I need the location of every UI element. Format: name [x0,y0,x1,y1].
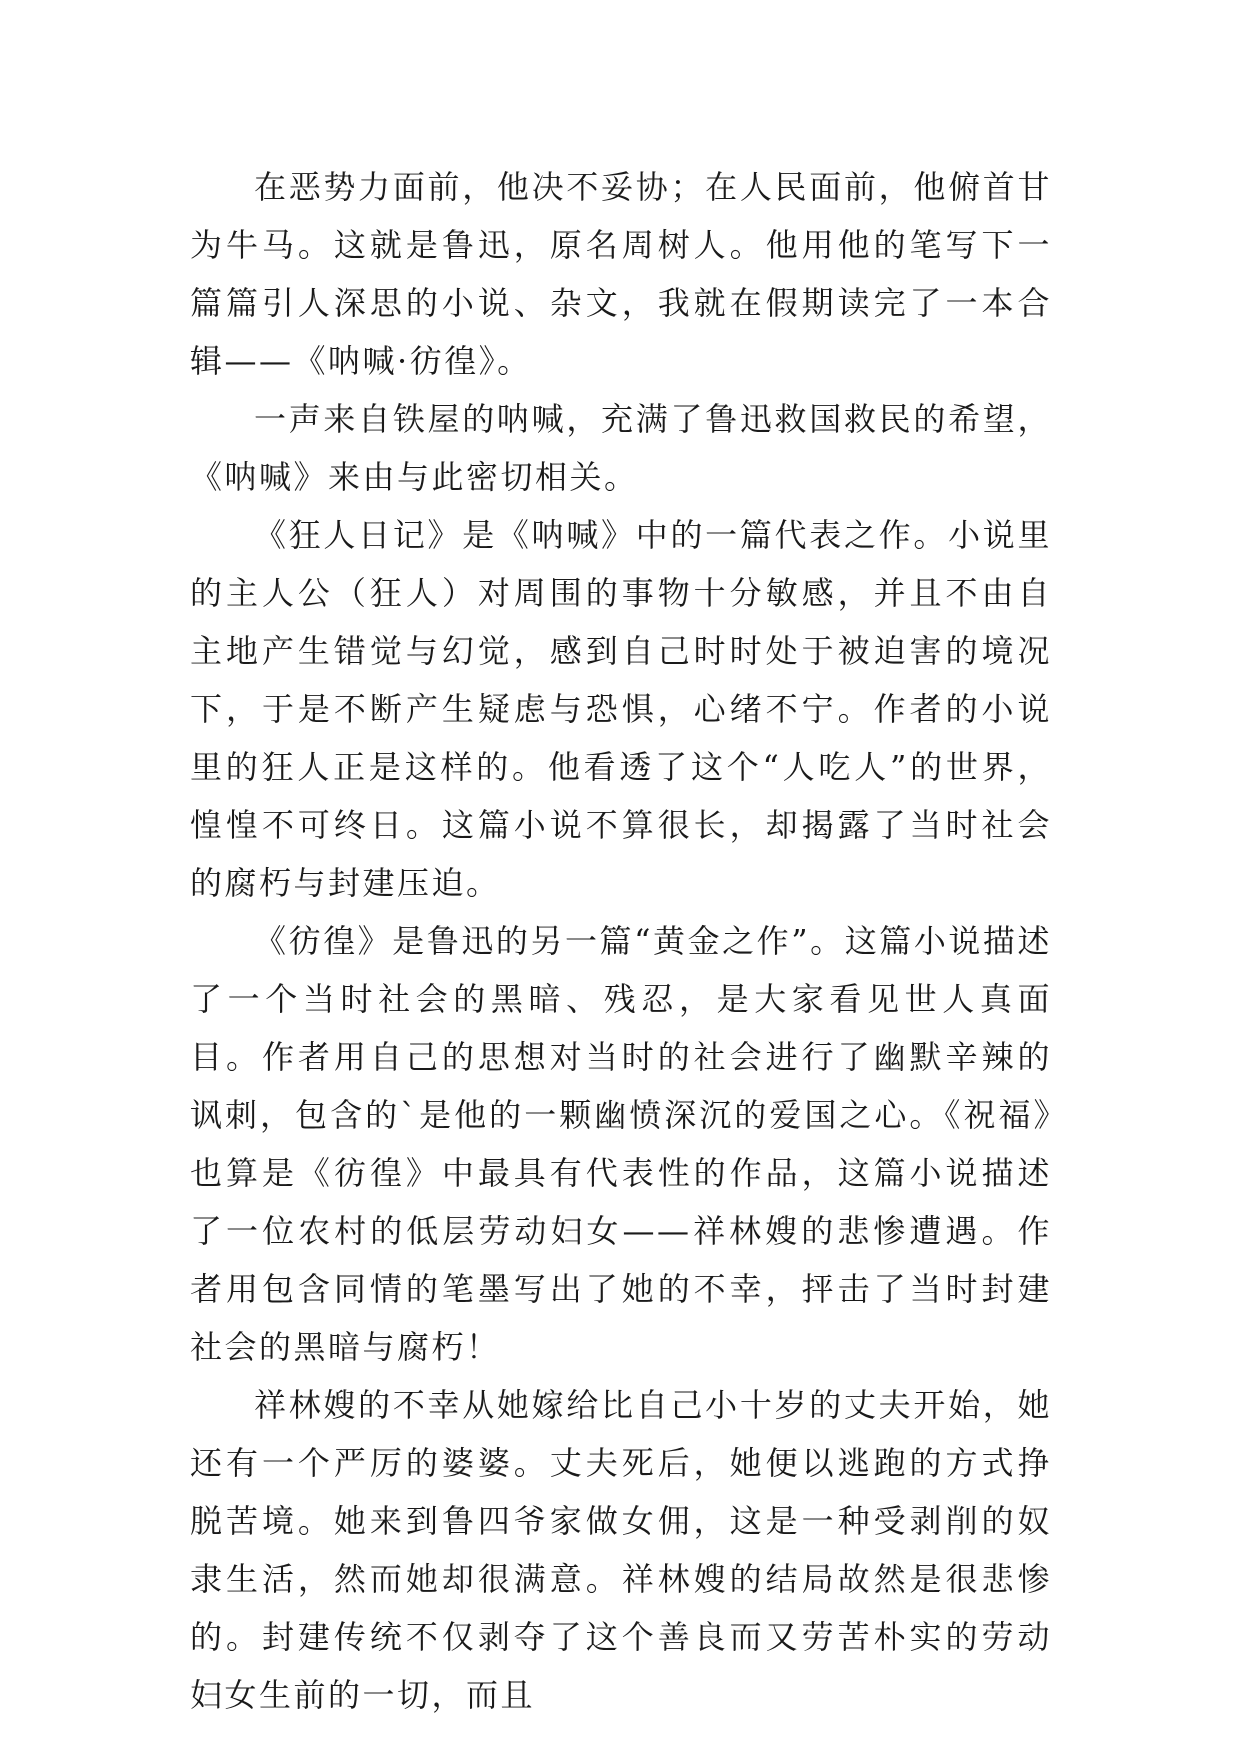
document-body [190,158,1052,1724]
paragraph-3: 《狂人日记》是《呐喊》中的一篇代表之作。小说里的主人公（狂人）对周围的事物十分敏感，并且不由自主地产生错觉与幻觉，感到自己时时处于被迫害的境况下，于是不断产生疑虑与恐惧，心绪不宁。作者的小说里的狂人正是这样的。他看透了这个“人吃人”的世界，惶惶不可终日。这篇小说不算很长，却揭露了当时社会的腐朽与封建压迫。 [190,516,1052,902]
paragraph-1: 在恶势力面前，他决不妥协；在人民面前，他俯首甘为牛马。这就是鲁迅，原名周树人。他用他的笔写下一篇篇引人深思的小说、杂文，我就在假期读完了一本合辑——《呐喊·彷徨》。 [190,168,1052,380]
paragraph-4: 《彷徨》是鲁迅的另一篇“黄金之作”。这篇小说描述了一个当时社会的黑暗、残忍，是大家看见世人真面目。作者用自己的思想对当时的社会进行了幽默辛辣的讽刺，包含的`是他的一颗幽愤深沉的爱国之心。《祝福》也算是《彷徨》中最具有代表性的作品，这篇小说描述了一位农村的低层劳动妇女——祥林嫂的悲惨遭遇。作者用包含同情的笔墨写出了她的不幸，抨击了当时封建社会的黑暗与腐朽！ [190,922,1052,1366]
paragraph-2: 一声来自铁屋的呐喊，充满了鲁迅救国救民的希望，《呐喊》来由与此密切相关。 [190,400,1052,496]
paragraph-5: 祥林嫂的不幸从她嫁给比自己小十岁的丈夫开始，她还有一个严厉的婆婆。丈夫死后，她便以逃跑的方式挣脱苦境。她来到鲁四爷家做女佣，这是一种受剥削的奴隶生活，然而她却很满意。祥林嫂的结局故然是很悲惨的。封建传统不仅剥夺了这个善良而又劳苦朴实的劳动妇女生前的一切，而且 [190,1386,1052,1714]
